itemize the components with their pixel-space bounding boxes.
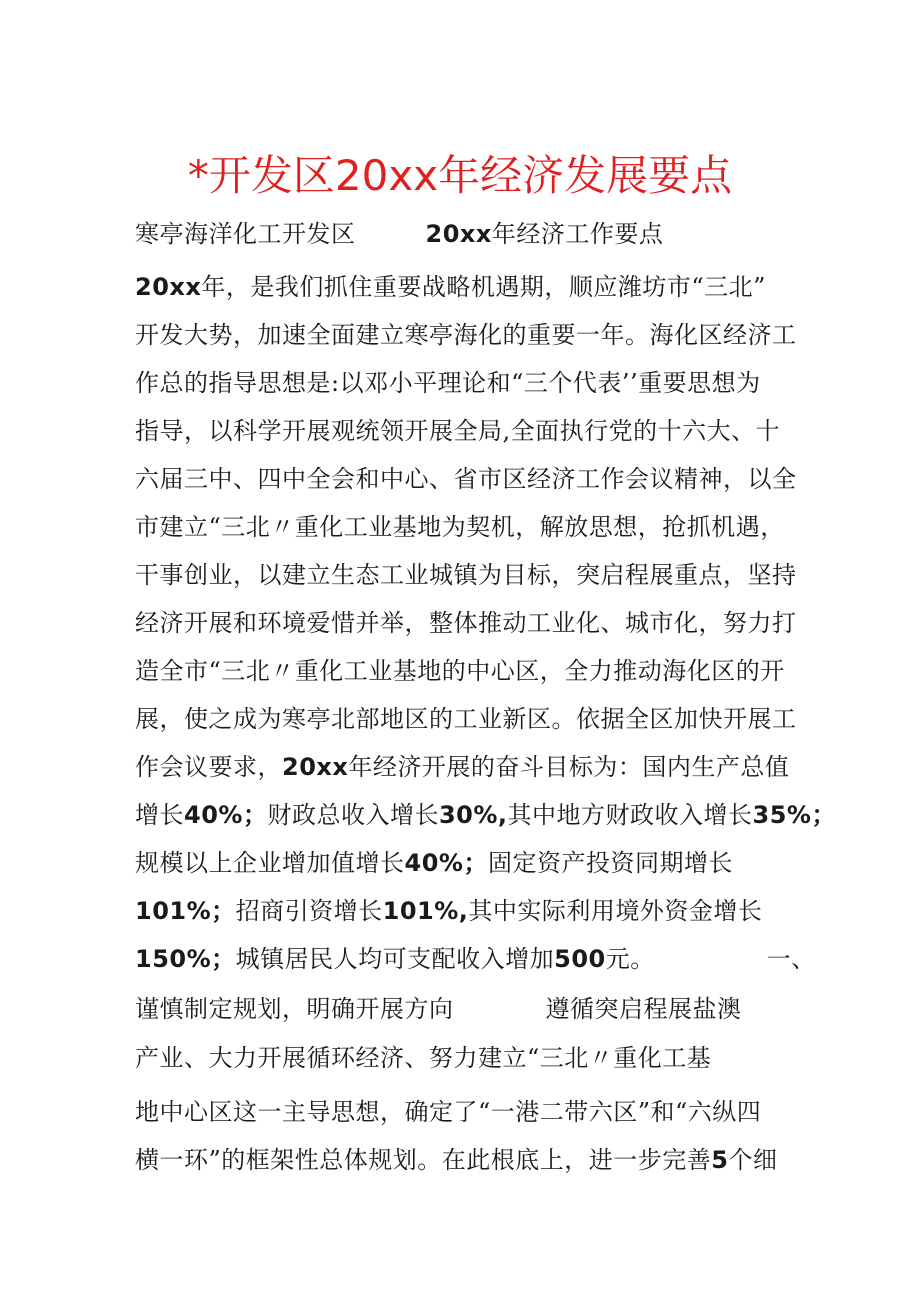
paragraph-line: 作总的指导思想是:以邓小平理论和“三个代表’’重要思想为 xyxy=(135,369,761,397)
text-bold: 40%； xyxy=(184,801,268,829)
paragraph-line: 地中心区这一主导思想，确定了“一港二带六区”和“六纵四 xyxy=(135,1098,762,1126)
paragraph-line xyxy=(135,1144,795,1176)
document-subtitle xyxy=(135,218,795,250)
text: 横一环”的框架性总体规划。在此根底上，进一步完善 xyxy=(135,1146,712,1174)
text-bold: 101%, xyxy=(382,897,469,925)
text: 元。 xyxy=(605,945,655,973)
paragraph-line: 干事创业，以建立生态工业城镇为目标，突启程展重点，坚持 xyxy=(135,561,797,589)
subtitle-year: 20xx xyxy=(425,220,492,248)
text: 遵循突启程展盐澳 xyxy=(545,995,742,1023)
text: 其中地方财政收入增长 xyxy=(507,801,753,829)
text-bold: 150%； xyxy=(135,945,236,973)
text: 固定资产投资同期增长 xyxy=(487,849,733,877)
paragraph-line xyxy=(135,799,836,831)
text: 城镇居民人均可支配收入增加 xyxy=(235,945,555,973)
paragraph-line: 指导，以科学开展观统领开展全局,全面执行党的十六大、十 xyxy=(135,417,781,445)
text-bold: 101%； xyxy=(135,897,236,925)
paragraph-line: 六届三中、四中全会和中心、省市区经济工作会议精神，以全 xyxy=(135,465,797,493)
subtitle-rest: 年经济工作要点 xyxy=(491,220,664,248)
section-number: 一、 xyxy=(766,945,816,973)
paragraph-line xyxy=(135,847,795,879)
paragraph-line xyxy=(135,943,816,975)
paragraph-line xyxy=(135,751,795,783)
text: 个细 xyxy=(728,1146,778,1174)
paragraph-line: 开发大势，加速全面建立寒亭海化的重要一年。海化区经济工 xyxy=(135,321,797,349)
paragraph-line xyxy=(135,895,795,927)
text-bold: 40%； xyxy=(404,849,488,877)
text-bold: 20xx xyxy=(135,273,202,301)
text-bold: 20xx xyxy=(282,753,349,781)
text-bold: 35%； xyxy=(752,801,836,829)
paragraph-line: 产业、大力开展循环经济、努力建立“三北〃重化工基 xyxy=(135,1044,712,1072)
text: 增长 xyxy=(135,801,184,829)
paragraph-line xyxy=(135,271,795,303)
text-bold: 500 xyxy=(554,945,606,973)
section-heading-line xyxy=(135,993,795,1025)
document-title: *开发区20xx年经济发展要点 xyxy=(187,151,733,200)
section-heading: 谨慎制定规划，明确开展方向 xyxy=(135,995,454,1023)
paragraph-line: 市建立“三北〃重化工业基地为契机，解放思想，抢抓机遇， xyxy=(135,513,785,541)
paragraph-line: 经济开展和环境爱惜并举，整体推动工业化、城市化，努力打 xyxy=(135,609,797,637)
paragraph-line: 造全市“三北〃重化工业基地的中心区，全力推动海化区的开 xyxy=(135,657,785,685)
text: 招商引资增长 xyxy=(235,897,383,925)
text: 规模以上企业增加值增长 xyxy=(135,849,405,877)
paragraph-line: 展，使之成为寒亭北部地区的工业新区。依据全区加快开展工 xyxy=(135,705,797,733)
text-bold: 30%, xyxy=(438,801,508,829)
text-bold: 5 xyxy=(711,1146,729,1174)
text: 财政总收入增长 xyxy=(267,801,439,829)
text: 年经济开展的奋斗目标为：国内生产总值 xyxy=(348,753,790,781)
text: 年，是我们抓住重要战略机遇期，顺应潍坊市“三北” xyxy=(201,273,766,301)
text: 作会议要求， xyxy=(135,753,282,781)
subtitle-org: 寒亭海洋化工开发区 xyxy=(135,220,356,248)
text: 其中实际利用境外资金增长 xyxy=(468,897,763,925)
